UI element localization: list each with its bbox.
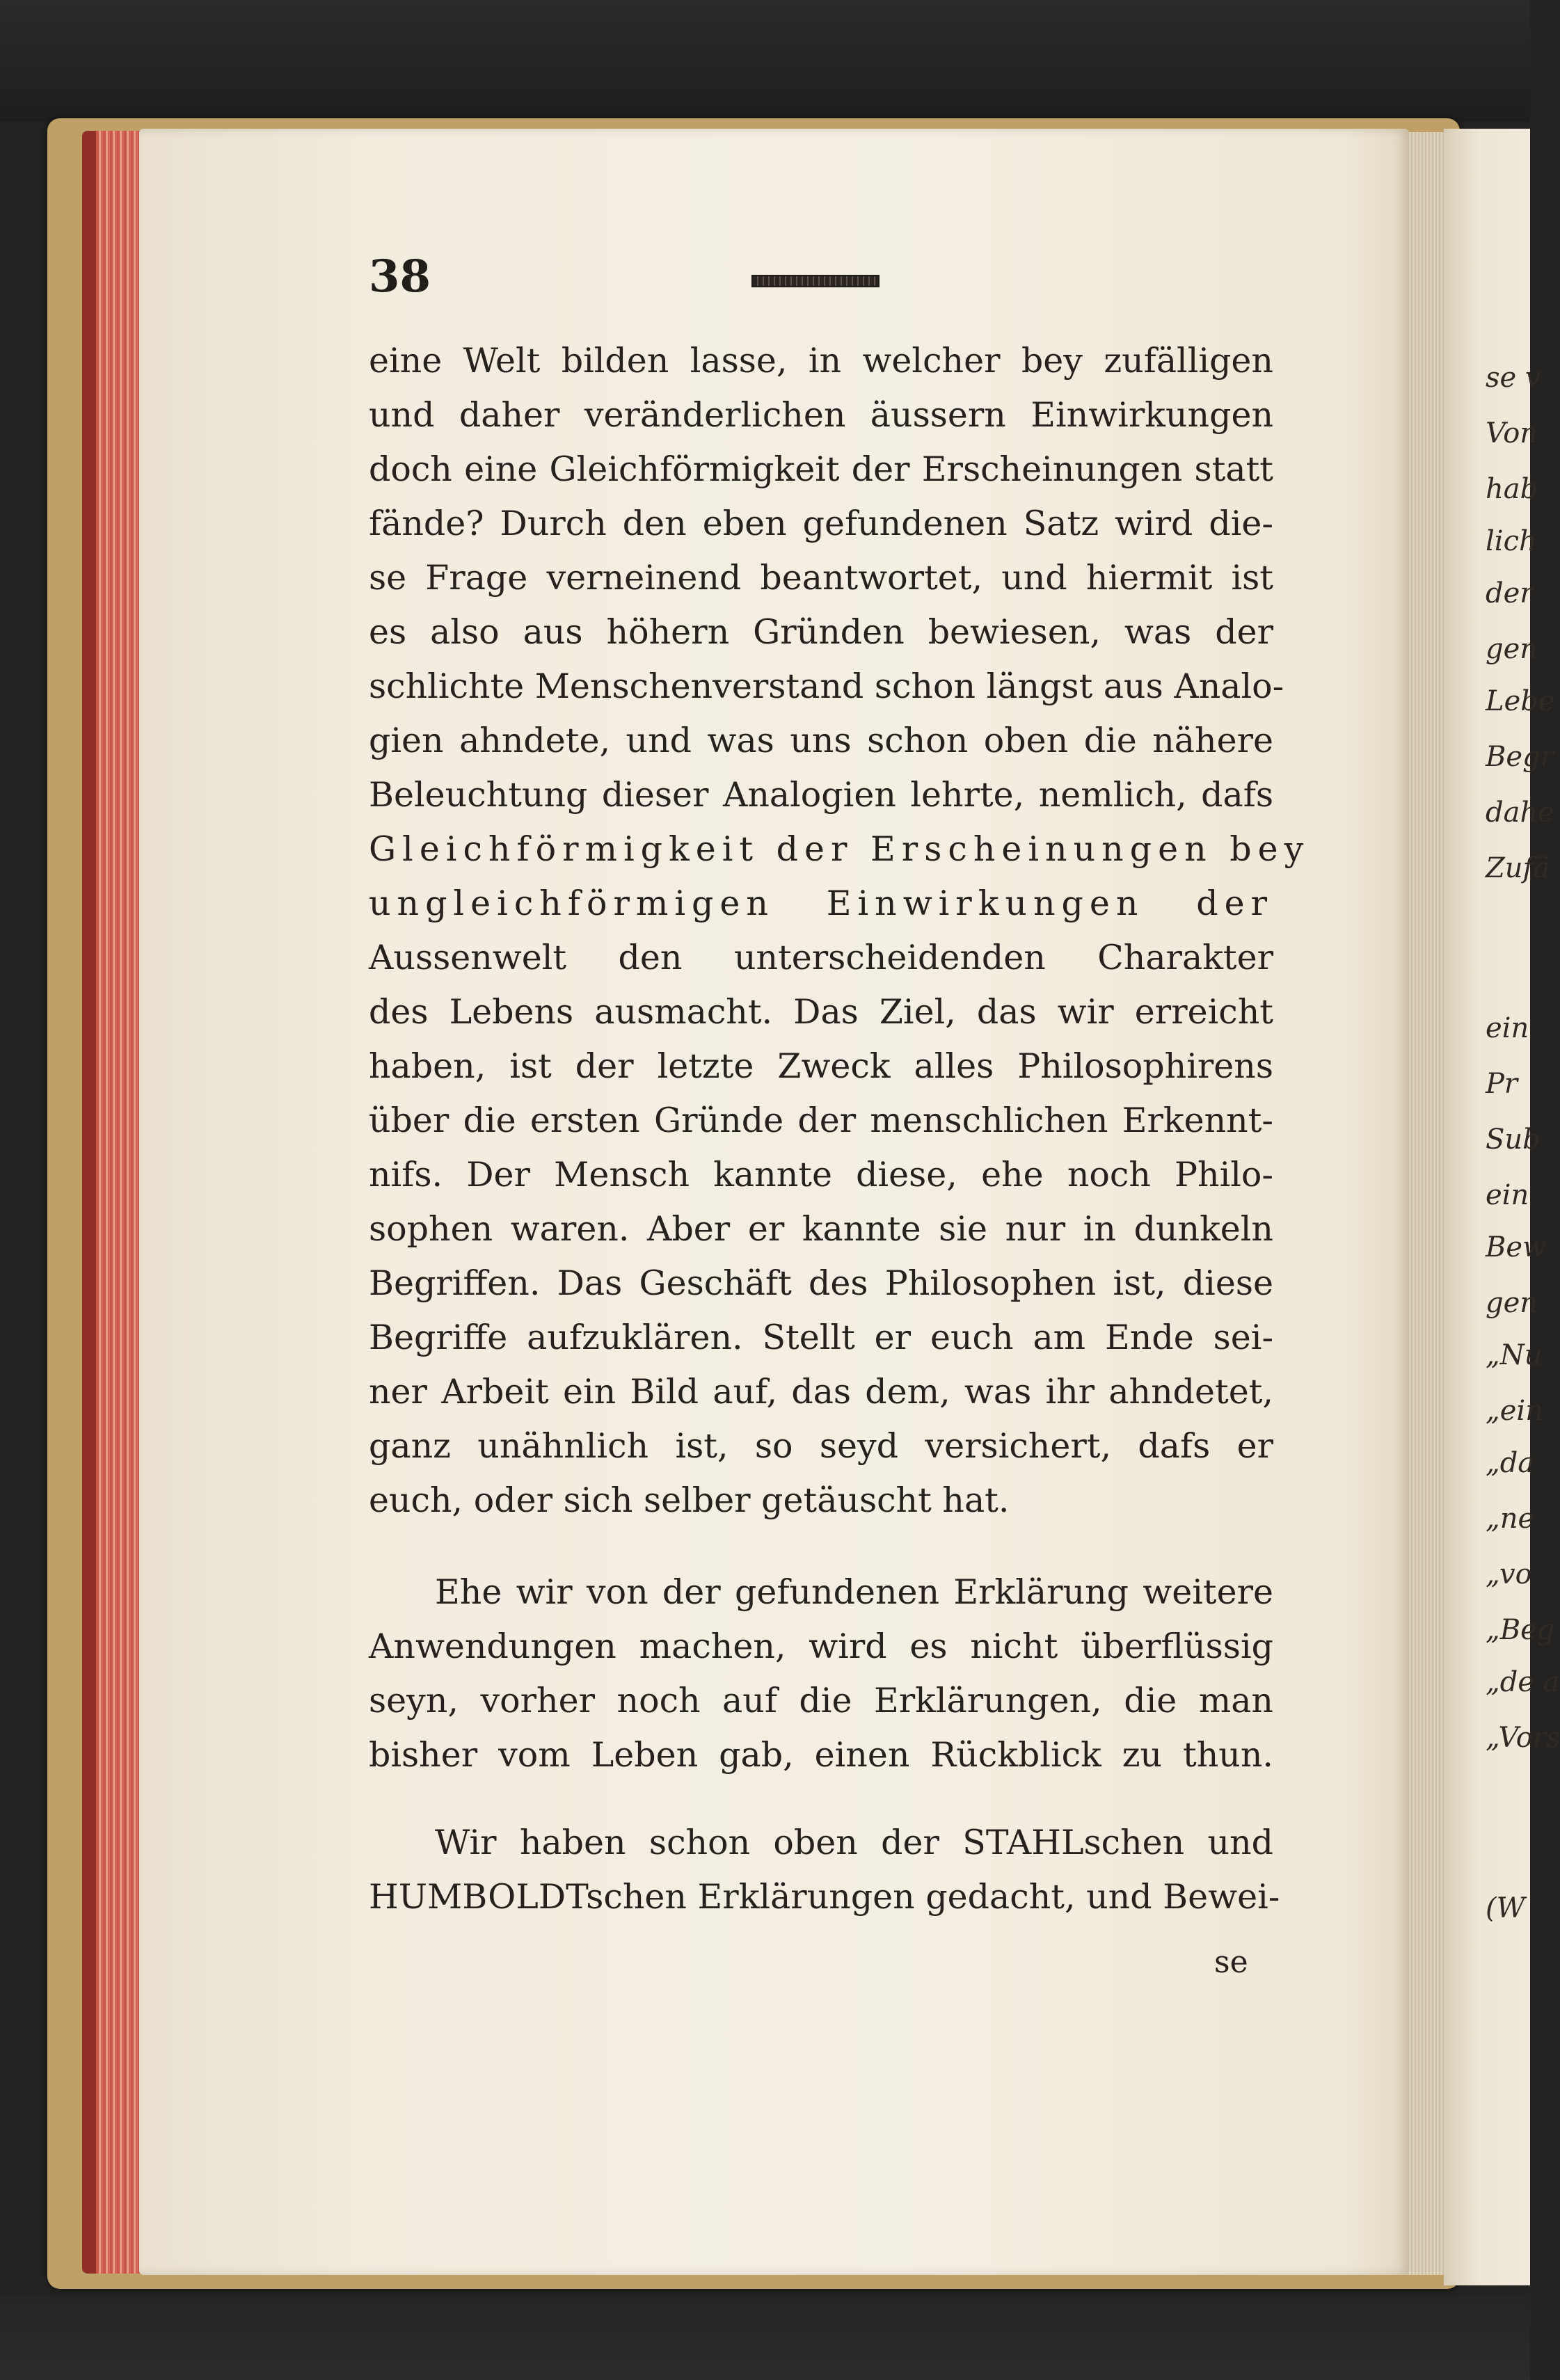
paragraph-3 [369, 1816, 1280, 1924]
facing-page-fragment: der [1486, 577, 1534, 609]
text-line: euch, oder sich selber getäuscht hat. [369, 1480, 1010, 1520]
header-ornament [751, 275, 880, 287]
text-line-emphasis: Gleichförmigkeit der Erscheinungen bey [369, 829, 1310, 869]
facing-page-fragment: dahe [1486, 797, 1554, 829]
text-line: HUMBOLDTschen Erklärungen gedacht, und Bewei- [369, 1877, 1280, 1917]
text-line: Wir haben schon oben der STAHLschen und [435, 1823, 1273, 1862]
text-line: haben, ist der letzte Zweck alles Philosophirens [369, 1046, 1273, 1086]
facing-page-fragment: Lebe [1486, 685, 1555, 717]
text-line: ganz unähnlich ist, so seyd versichert, dafs er [369, 1426, 1273, 1466]
facing-page-fragment: hab [1486, 473, 1538, 505]
facing-page-fragment: gen [1486, 633, 1538, 665]
catchword: se [1214, 1944, 1248, 1980]
text-line: Anwendungen machen, wird es nicht überflüssig [369, 1627, 1273, 1666]
text-line: Beleuchtung dieser Analogien lehrte, nemlich, dafs [369, 775, 1273, 815]
text-line: es also aus höhern Gründen bewiesen, was der [369, 612, 1273, 652]
paragraph-1 [369, 334, 1310, 1528]
facing-page-fragment: „ne [1486, 1503, 1535, 1535]
text-line: schlichte Menschenverstand schon längst aus Analo- [369, 666, 1284, 706]
text-line: Ehe wir von der gefundenen Erklärung weitere [435, 1572, 1273, 1612]
text-line: Begriffe aufzuklären. Stellt er euch am Ende sei- [369, 1318, 1273, 1357]
text-line: ner Arbeit ein Bild auf, das dem, was ihr ahndetet, [369, 1372, 1273, 1412]
facing-page-fragment: ein [1486, 1012, 1529, 1044]
facing-page-fragment: „de a [1486, 1666, 1560, 1698]
page-number: 38 [369, 250, 431, 303]
facing-page-fragment: Pr [1486, 1068, 1518, 1100]
facing-page-fragment: ein [1486, 1179, 1529, 1211]
text-line: des Lebens ausmacht. Das Ziel, das wir erreicht [369, 992, 1273, 1032]
facing-page-fragment: se v [1486, 362, 1541, 394]
background-top [0, 0, 1530, 122]
text-line: bisher vom Leben gab, einen Rückblick zu thun. [369, 1735, 1273, 1775]
facing-page-fragment: Zufä [1486, 852, 1550, 884]
facing-page-fragment: „Nu [1486, 1339, 1543, 1371]
text-line-emphasis: ungleichförmigen Einwirkungen der [369, 884, 1273, 923]
facing-page-fragment: Von [1486, 417, 1538, 449]
background-bottom [0, 2296, 1530, 2380]
text-line: und daher veränderlichen äussern Einwirkungen [369, 395, 1273, 435]
facing-page-fragment: Begr [1486, 741, 1554, 773]
facing-page-fragment: (W [1486, 1892, 1525, 1924]
text-line: Begriffen. Das Geschäft des Philosophen ist, diese [369, 1263, 1273, 1303]
text-line: seyn, vorher noch auf die Erklärungen, die man [369, 1681, 1273, 1720]
text-line: sophen waren. Aber er kannte sie nur in dunkeln [369, 1209, 1273, 1249]
facing-page-fragment: Bew [1486, 1231, 1547, 1263]
text-line: über die ersten Gründe der menschlichen Erkennt- [369, 1101, 1273, 1140]
paragraph-2 [369, 1565, 1273, 1782]
facing-page-fragment: „ein [1486, 1395, 1543, 1427]
text-line: gien ahndete, und was uns schon oben die nähere [369, 721, 1273, 760]
facing-page-fragment: „vo [1486, 1558, 1532, 1590]
text-line-emphasis: Aussenwelt den unterscheidenden Charakter [369, 938, 1273, 977]
facing-page-fragment: „da [1486, 1447, 1535, 1479]
facing-page-fragment: „Beg [1486, 1614, 1555, 1646]
page-edges-shadow [82, 131, 96, 2274]
text-line: nifs. Der Mensch kannte diese, ehe noch Philo- [369, 1155, 1273, 1195]
text-line: doch eine Gleichförmigkeit der Erscheinungen statt [369, 449, 1273, 489]
facing-page [1444, 129, 1560, 2285]
text-line: se Frage verneinend beantwortet, und hiermit ist [369, 558, 1273, 598]
text-line: eine Welt bilden lasse, in welcher bey zufälligen [369, 341, 1273, 381]
facing-page-fragment: Sub [1486, 1124, 1541, 1156]
text-line: fände? Durch den eben gefundenen Satz wird die- [369, 504, 1273, 543]
facing-page-fragment: lich [1486, 525, 1537, 557]
facing-page-fragment: „Vors [1486, 1722, 1560, 1754]
facing-page-fragment: gen [1486, 1287, 1538, 1319]
